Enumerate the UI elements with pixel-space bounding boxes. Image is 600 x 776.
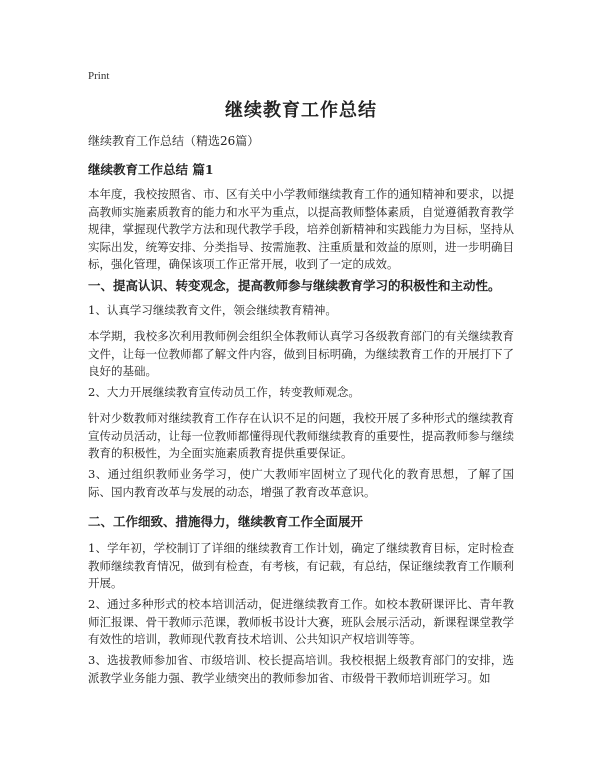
print-label[interactable]: Print [88,70,110,82]
paragraph-body: 针对少数教师对继续教育工作存在认识不足的问题，我校开展了多种形式的继续教育宣传动员活动，让每一位教师都懂得现代教师继续教育的重要性，提高教师参与继续教育的积极性，为全面实施素质教育提供重要保证。 [88,411,514,460]
document-title: 继续教育工作总结 [225,100,377,121]
section-heading-2: 二、工作细致、措施得力，继续教育工作全面展开 [88,514,364,529]
paragraph-item: 3、选拔教师参加省、市级培训、校长提高培训。我校根据上级教育部门的安排，选派教学业务能力强、教学业绩突出的教师参加省、市级骨干教师培训班学习。如 [88,653,514,685]
paragraph-item: 2、通过多种形式的校本培训活动，促进继续教育工作。如校本教研课评比、青年教师汇报课、骨干教师示范课，教师板书设计大赛，班队会展示活动，新课程课堂教学有效性的培训，教师现代教育技术培训、公共知识产权培训等等。 [88,597,514,646]
section-heading-1: 一、提高认识、转变观念，提高教师参与继续教育学习的积极性和主动性。 [88,278,501,293]
paragraph-intro: 本年度，我校按照省、市、区有关中小学教师继续教育工作的通知精神和要求，以提高教师实施素质教育的能力和水平为重点，以提高教师整体素质，自觉遵循教育教学规律，掌握现代教学方法和现代教学手段，培养创新精神和实践能力为目标，坚持从实际出发，统筹安排、分类指导、按需施教、注重质量和效益的原则，进一步明确目标，强化管理，确保该项工作正常开展，收到了一定的成效。 [88,187,514,271]
document-subtitle: 继续教育工作总结（精选26篇） [88,134,260,148]
paragraph-item: 3、通过组织教师业务学习，使广大教师牢固树立了现代化的教育思想，了解了国际、国内教育改革与发展的动态，增强了教育改革意识。 [88,467,514,499]
paragraph-item: 2、大力开展继续教育宣传动员工作，转变教师观念。 [88,385,360,399]
paragraph-body: 本学期，我校多次利用教师例会组织全体教师认真学习各级教育部门的有关继续教育文件，让每一位教师都了解文件内容，做到目标明确，为继续教育工作的开展打下了良好的基础。 [88,329,514,378]
article-heading: 继续教育工作总结 篇1 [88,162,214,177]
paragraph-item: 1、认真学习继续教育文件，领会继续教育精神。 [88,303,337,317]
paragraph-item: 1、学年初，学校制订了详细的继续教育工作计划，确定了继续教育目标，定时检查教师继续教育情况，做到有检查，有考核，有记载，有总结，保证继续教育工作顺利开展。 [88,541,514,590]
